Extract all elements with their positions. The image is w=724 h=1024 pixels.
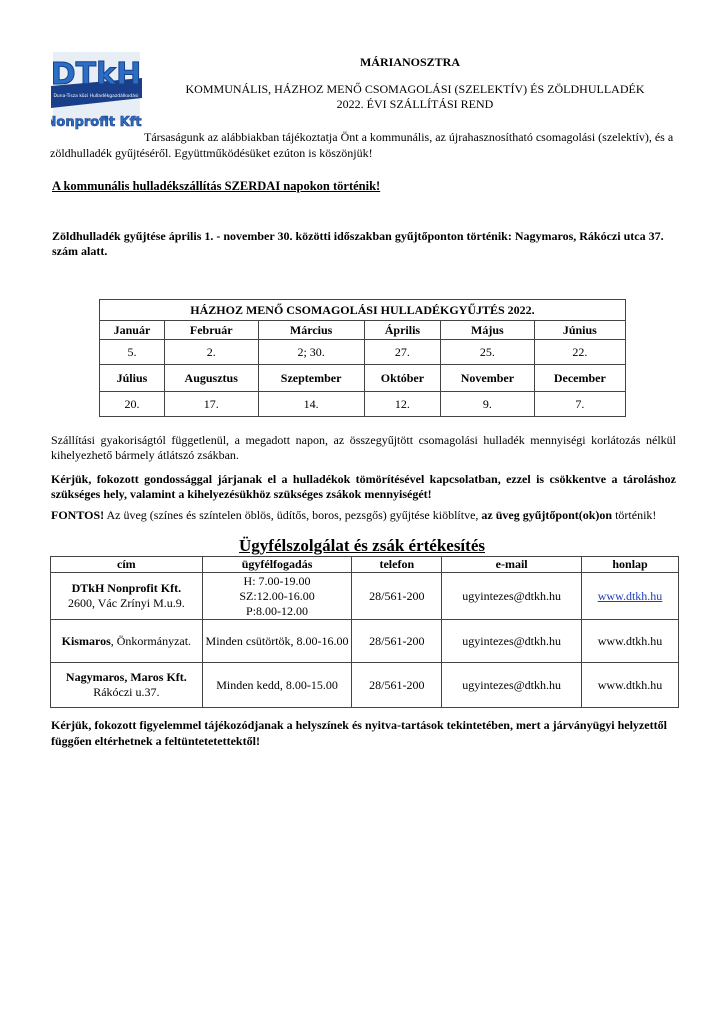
intro-paragraph: Társaságunk az alábbiakban tájékoztatja Önt a kommunális, az újrahasznosítható csomagolási (szelektív), és a zöldhulladék gyűjtéséről. Együttműködésüket ezúton is köszönjük! bbox=[50, 130, 674, 160]
day-cell: 12. bbox=[364, 392, 440, 417]
fontos-bold-text: az üveg gyűjtőpont(ok)on bbox=[481, 508, 613, 522]
address-cell bbox=[51, 620, 203, 663]
day-cell: 14. bbox=[258, 392, 364, 417]
footer-notice: Kérjük, fokozott figyelemmel tájékozódjanak a helyszínek és nyitva-tartások tekintetében, mert a járványügyi helyzettől függően eltérhetnek a feltüntetetettektől! bbox=[51, 718, 667, 748]
office-address: , Önkormányzat. bbox=[110, 633, 192, 648]
day-cell: 17. bbox=[164, 392, 258, 417]
day-cell: 20. bbox=[100, 392, 165, 417]
fontos-end: történik! bbox=[612, 508, 657, 522]
month-cell: Június bbox=[534, 321, 625, 340]
hours-cell: Minden kedd, 8.00-15.00 bbox=[202, 663, 352, 708]
month-cell: Január bbox=[100, 321, 165, 340]
phone-cell: 28/561-200 bbox=[352, 573, 442, 620]
column-header: ügyfélfogadás bbox=[202, 557, 352, 573]
website-cell bbox=[582, 573, 679, 620]
month-cell: Szeptember bbox=[258, 365, 364, 392]
document-title-line1: KOMMUNÁLIS, HÁZHOZ MENŐ CSOMAGOLÁSI (SZELEKTÍV) ÉS ZÖLDHULLADÉK bbox=[185, 82, 645, 96]
column-header: telefon bbox=[352, 557, 442, 573]
schedule-table bbox=[99, 299, 626, 417]
day-cell: 5. bbox=[100, 340, 165, 365]
logo-tagline: Duna-Tisza közi Hulladékgazdálkodási bbox=[53, 94, 139, 99]
email-cell: ugyintezes@dtkh.hu bbox=[442, 620, 582, 663]
table-row bbox=[51, 573, 679, 620]
logo-text-dtkh: DTkH bbox=[51, 57, 142, 92]
column-header: honlap bbox=[582, 557, 679, 573]
month-cell: Április bbox=[364, 321, 440, 340]
office-name: Kismaros bbox=[61, 633, 111, 648]
document-title bbox=[150, 82, 680, 112]
office-address: 2600, Vác Zrínyi M.u.9. bbox=[67, 596, 185, 610]
month-cell: Július bbox=[100, 365, 165, 392]
column-header: cím bbox=[51, 557, 203, 573]
email-cell: ugyintezes@dtkh.hu bbox=[442, 663, 582, 708]
service-title: Ügyfélszolgálat és zsák értékesítés bbox=[239, 536, 485, 555]
website-cell: www.dtkh.hu bbox=[582, 620, 679, 663]
hours-line: H: 7.00-19.00 bbox=[243, 573, 311, 588]
fontos-text: Az üveg (színes és színtelen öblös, üdítős, boros, pezsgős) gyűjtése kiöblítve, bbox=[104, 508, 482, 522]
month-cell: Május bbox=[441, 321, 535, 340]
month-cell: Október bbox=[364, 365, 440, 392]
day-cell: 9. bbox=[441, 392, 535, 417]
note-paragraph-1: Szállítási gyakoriságtól függetlenül, a megadott napon, az összegyűjtött csomagolási hulladék mennyiségi korlátozás nélkül kihelyezhető bármely átlátszó zsákban. bbox=[51, 433, 676, 462]
office-address: Rákóczi u.37. bbox=[93, 685, 160, 699]
zoldhulladek-notice: Zöldhulladék gyűjtése április 1. - november 30. közötti időszakban gyűjtőponton történik: Nagymaros, Rákóczi utca 37. szám alatt. bbox=[52, 229, 664, 258]
day-cell: 22. bbox=[534, 340, 625, 365]
company-logo bbox=[51, 50, 142, 134]
table-row bbox=[51, 620, 679, 663]
website-cell: www.dtkh.hu bbox=[582, 663, 679, 708]
note-paragraph-2: Kérjük, fokozott gondossággal járjanak el a hulladékok tömörítésével kapcsolatban, ezzel is csökkentve a tároláshoz szükséges hely, valamint a kihelyezésükhöz szükséges zsákok mennyiségét! bbox=[51, 472, 676, 501]
column-header: e-mail bbox=[442, 557, 582, 573]
kommunalis-notice: A kommunális hulladékszállítás SZERDAI napokon történik! bbox=[52, 179, 381, 193]
address-cell bbox=[51, 573, 203, 620]
town-title: MÁRIANOSZTRA bbox=[359, 55, 460, 69]
month-cell: Március bbox=[258, 321, 364, 340]
office-name: DTkH Nonprofit Kft. bbox=[71, 581, 182, 595]
service-table bbox=[50, 556, 679, 708]
logo-text-nonprofit: Nonprofit Kft. bbox=[51, 115, 142, 130]
day-cell: 25. bbox=[441, 340, 535, 365]
hours-line: SZ:12.00-16.00 bbox=[239, 588, 315, 603]
month-cell: December bbox=[534, 365, 625, 392]
day-cell: 2. bbox=[164, 340, 258, 365]
note-paragraph-3 bbox=[51, 508, 691, 523]
address-cell bbox=[51, 663, 203, 708]
day-cell: 27. bbox=[364, 340, 440, 365]
month-cell: Augusztus bbox=[164, 365, 258, 392]
day-cell: 7. bbox=[534, 392, 625, 417]
table-row bbox=[51, 663, 679, 708]
fontos-label: FONTOS! bbox=[51, 508, 105, 522]
website-link[interactable]: www.dtkh.hu bbox=[597, 588, 663, 603]
hours-cell: Minden csütörtök, 8.00-16.00 bbox=[202, 620, 352, 663]
month-cell: Február bbox=[164, 321, 258, 340]
month-cell: November bbox=[441, 365, 535, 392]
schedule-title: HÁZHOZ MENŐ CSOMAGOLÁSI HULLADÉKGYŰJTÉS 2022. bbox=[100, 300, 626, 321]
email-cell: ugyintezes@dtkh.hu bbox=[442, 573, 582, 620]
phone-cell: 28/561-200 bbox=[352, 620, 442, 663]
day-cell: 2; 30. bbox=[258, 340, 364, 365]
document-title-line2: 2022. ÉVI SZÁLLÍTÁSI REND bbox=[336, 97, 494, 111]
phone-cell: 28/561-200 bbox=[352, 663, 442, 708]
office-name: Nagymaros, Maros Kft. bbox=[65, 670, 187, 684]
hours-line: P:8.00-12.00 bbox=[246, 603, 309, 618]
hours-cell bbox=[202, 573, 352, 620]
